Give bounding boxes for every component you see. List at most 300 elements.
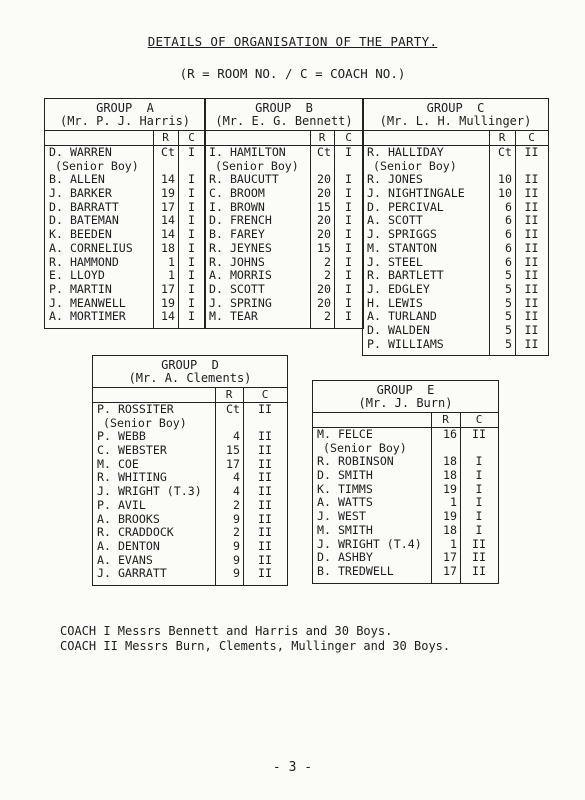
group-b-table	[204, 98, 364, 329]
member-name: D. SCOTT	[209, 281, 265, 296]
room-number: 6	[505, 199, 512, 214]
member-name: (Senior Boy)	[215, 158, 299, 173]
member-row	[205, 310, 363, 324]
group-leader: (Mr. A. Clements)	[128, 371, 252, 385]
member-name: M. COE	[97, 456, 139, 471]
member-name: (Senior Boy)	[323, 440, 407, 455]
member-name: M. SMITH	[317, 522, 373, 537]
member-list	[93, 402, 287, 585]
member-name: J. WRIGHT (T.3)	[97, 484, 202, 499]
room-number: 20	[317, 281, 331, 296]
column-header-row	[205, 130, 363, 145]
member-name: P. WILLIAMS	[367, 336, 444, 351]
member-row	[363, 297, 548, 311]
coach-number: I	[188, 281, 195, 296]
member-row	[93, 499, 287, 513]
member-row	[363, 214, 548, 228]
member-row	[205, 214, 363, 228]
member-row	[45, 228, 205, 242]
room-number: 14	[161, 227, 175, 242]
coach-summary	[60, 624, 450, 654]
member-row	[205, 160, 363, 174]
member-row	[93, 430, 287, 444]
member-list	[363, 145, 548, 355]
member-name: R. HAMMOND	[49, 254, 119, 269]
room-number: 17	[443, 563, 457, 578]
list-padding	[205, 324, 363, 328]
member-row	[93, 403, 287, 417]
coach-number: II	[472, 563, 486, 578]
coach-number: I	[188, 186, 195, 201]
room-number: 19	[161, 186, 175, 201]
coach-number: II	[472, 536, 486, 551]
member-row	[363, 324, 548, 338]
member-row	[313, 483, 498, 497]
member-row	[313, 510, 498, 524]
member-name: C. WEBSTER	[97, 443, 167, 458]
coach-number: II	[258, 429, 272, 444]
member-name: A. DENTON	[97, 538, 160, 553]
member-row	[313, 442, 498, 456]
coach-number: II	[524, 240, 539, 255]
member-row	[313, 455, 498, 469]
page-number: - 3 -	[272, 760, 313, 775]
coach-number: I	[345, 145, 352, 159]
member-name: M. STANTON	[367, 240, 437, 255]
coach-number: II	[258, 538, 272, 553]
room-column-label: R	[162, 131, 169, 144]
member-name: K. TIMMS	[317, 481, 373, 496]
member-row	[45, 269, 205, 283]
list-padding	[93, 581, 287, 585]
member-row	[45, 297, 205, 311]
page-title: DETAILS OF ORGANISATION OF THE PARTY.	[147, 34, 438, 49]
coach-number: I	[188, 227, 195, 242]
coach-number: II	[524, 186, 539, 201]
room-number: 10	[498, 172, 512, 187]
group-title: GROUP B	[255, 101, 313, 115]
room-number: 6	[505, 227, 512, 242]
member-name: A. TURLAND	[367, 309, 437, 324]
room-number: 20	[317, 186, 331, 201]
room-number: 4	[233, 484, 240, 499]
coach-number: I	[188, 295, 195, 310]
member-row	[93, 526, 287, 540]
coach-number: II	[258, 511, 272, 526]
coach-column-label: C	[475, 413, 483, 426]
coach-number: II	[472, 550, 486, 565]
room-number: 17	[443, 550, 457, 565]
member-list	[45, 145, 205, 328]
member-row	[205, 256, 363, 270]
coach-number: I	[475, 522, 483, 537]
member-name: J. GARRATT	[97, 566, 167, 581]
member-name: P. AVIL	[97, 497, 146, 512]
room-number: 5	[505, 336, 512, 351]
member-name: R. WHITING	[97, 470, 167, 485]
room-number: 1	[168, 268, 175, 283]
room-number: 15	[317, 199, 331, 214]
room-number: 5	[505, 322, 512, 337]
coach-number: I	[345, 254, 352, 269]
room-number: 15	[226, 443, 240, 458]
member-name: (Senior Boy)	[103, 415, 187, 430]
coach-number: I	[345, 186, 352, 201]
coach-number: II	[258, 552, 272, 567]
room-number: 17	[226, 456, 240, 471]
coach-number: I	[188, 172, 195, 187]
coach-2-line: COACH II Messrs Burn, Clements, Mullinger and 30 Boys.	[60, 639, 451, 653]
member-row	[363, 173, 548, 187]
room-number: 2	[233, 525, 240, 540]
member-row	[363, 256, 548, 270]
member-name: P. ROSSITER	[97, 402, 174, 416]
member-row	[205, 297, 363, 311]
member-row	[205, 173, 363, 187]
member-row	[363, 242, 548, 256]
coach-number: I	[345, 295, 352, 310]
member-row	[93, 567, 287, 581]
coach-number: II	[524, 268, 539, 283]
member-name: J. WEST	[317, 509, 366, 524]
member-row	[313, 551, 498, 565]
coach-number: I	[345, 268, 352, 283]
coach-number: II	[524, 213, 539, 228]
coach-number: II	[258, 525, 272, 540]
member-row	[205, 187, 363, 201]
room-number: 14	[161, 309, 175, 324]
member-name: P. WEBB	[97, 429, 146, 444]
member-name: M. TEAR	[209, 309, 258, 324]
member-row	[363, 187, 548, 201]
group-header	[363, 99, 548, 130]
room-number: 14	[161, 213, 175, 228]
room-number: 2	[324, 268, 331, 283]
room-number: 9	[233, 538, 240, 553]
list-padding	[363, 351, 548, 355]
coach-number: II	[524, 254, 539, 269]
member-row	[205, 201, 363, 215]
coach-number: I	[475, 468, 483, 483]
coach-number: II	[524, 309, 539, 324]
member-row	[205, 228, 363, 242]
member-name: B. TREDWELL	[317, 563, 394, 578]
room-number: 4	[233, 429, 240, 444]
room-column-label: R	[225, 388, 233, 401]
member-name: A. SCOTT	[367, 213, 423, 228]
member-name: R. JOHNS	[209, 254, 265, 269]
room-number: 6	[505, 240, 512, 255]
coach-number: I	[188, 199, 195, 214]
member-row	[45, 283, 205, 297]
column-header-row	[363, 130, 548, 145]
member-name: R. CRADDOCK	[97, 525, 174, 540]
room-number: 15	[317, 240, 331, 255]
member-name: D. SMITH	[317, 468, 373, 483]
member-name: J. WRIGHT (T.4)	[317, 536, 422, 551]
room-number: 10	[498, 186, 512, 201]
room-number: 9	[233, 552, 240, 567]
coach-number: I	[475, 454, 483, 469]
member-row	[93, 513, 287, 527]
room-number: Ct	[161, 145, 175, 159]
member-name: J. SPRING	[209, 295, 272, 310]
room-number: 2	[324, 254, 331, 269]
room-number: 20	[317, 227, 331, 242]
member-row	[205, 283, 363, 297]
room-column-label: R	[498, 131, 506, 144]
group-title: GROUP C	[426, 101, 485, 115]
coach-number: II	[258, 497, 272, 512]
coach-column-label: C	[261, 388, 269, 401]
room-number: 1	[450, 495, 457, 510]
coach-number: I	[188, 240, 195, 255]
member-row	[45, 256, 205, 270]
room-number: 18	[443, 468, 457, 483]
room-number: Ct	[226, 402, 240, 416]
coach-number: I	[475, 509, 483, 524]
member-row	[363, 283, 548, 297]
member-name: R. JEYNES	[209, 240, 272, 255]
coach-1-line: COACH I Messrs Bennett and Harris and 30 Boys.	[60, 624, 393, 638]
coach-number: I	[188, 145, 195, 159]
member-name: J. SPRIGGS	[367, 227, 437, 242]
room-number: 18	[443, 522, 457, 537]
group-a-table	[44, 98, 206, 329]
room-number: 6	[505, 254, 512, 269]
group-leader: (Mr. L. H. Mullinger)	[379, 114, 532, 128]
coach-column-label: C	[345, 131, 352, 144]
coach-number: I	[475, 481, 483, 496]
coach-number: II	[258, 566, 272, 581]
room-number: 18	[443, 454, 457, 469]
member-name: (Senior Boy)	[373, 158, 457, 173]
column-header-row	[313, 412, 498, 427]
member-name: D. FRENCH	[209, 213, 272, 228]
room-column-label: R	[442, 413, 449, 426]
member-name: R. BARTLETT	[367, 268, 444, 283]
coach-number: II	[258, 402, 272, 416]
member-row	[93, 554, 287, 568]
coach-number: II	[258, 456, 272, 471]
member-name: J. EDGLEY	[367, 281, 430, 296]
coach-number: II	[524, 322, 539, 337]
member-row	[363, 146, 548, 160]
member-row	[93, 471, 287, 485]
group-c-table	[362, 98, 549, 356]
member-row	[313, 469, 498, 483]
member-name: M. FELCE	[317, 427, 373, 441]
coach-number: II	[524, 172, 539, 187]
room-number: 16	[443, 427, 457, 441]
coach-number: II	[524, 145, 539, 159]
coach-number: I	[345, 227, 352, 242]
group-header	[205, 99, 363, 130]
member-name: D. WARREN	[49, 145, 112, 159]
member-row	[313, 524, 498, 538]
coach-number: I	[188, 309, 195, 324]
member-name: D. PERCIVAL	[367, 199, 444, 214]
member-name: (Senior Boy)	[55, 158, 139, 173]
coach-number: I	[188, 213, 195, 228]
group-title: GROUP A	[96, 101, 154, 115]
member-list	[313, 427, 498, 583]
member-name: A. MORRIS	[209, 268, 272, 283]
group-d-table	[92, 355, 288, 586]
member-row	[363, 160, 548, 174]
member-name: B. ALLEN	[49, 172, 105, 187]
member-name: I. HAMILTON	[209, 145, 286, 159]
coach-number: I	[188, 268, 195, 283]
list-padding	[313, 579, 498, 583]
member-row	[93, 444, 287, 458]
coach-number: II	[524, 199, 539, 214]
group-header	[93, 356, 287, 387]
member-name: C. BROOM	[209, 186, 265, 201]
legend: (R = ROOM NO. / C = COACH NO.)	[179, 66, 406, 81]
room-number: 18	[161, 240, 175, 255]
member-row	[205, 242, 363, 256]
group-e-table	[312, 380, 499, 584]
room-number: 19	[161, 295, 175, 310]
member-name: J. MEANWELL	[49, 295, 126, 310]
member-row	[205, 146, 363, 160]
member-name: A. MORTIMER	[49, 309, 126, 324]
member-row	[45, 214, 205, 228]
member-name: R. HALLIDAY	[367, 145, 444, 159]
coach-number: II	[524, 281, 539, 296]
member-row	[363, 201, 548, 215]
coach-column-label: C	[528, 131, 535, 144]
member-name: R. BAUCUTT	[209, 172, 279, 187]
room-number: 4	[233, 470, 240, 485]
member-name: D. ASHBY	[317, 550, 373, 565]
room-number: 5	[505, 295, 512, 310]
member-name: A. WATTS	[317, 495, 373, 510]
member-name: D. BATEMAN	[49, 213, 119, 228]
coach-number: II	[524, 336, 539, 351]
room-number: 5	[505, 268, 512, 283]
room-number: Ct	[317, 145, 331, 159]
room-number: 14	[161, 172, 175, 187]
member-name: J. BARKER	[49, 186, 112, 201]
member-name: A. BROOKS	[97, 511, 160, 526]
member-row	[363, 228, 548, 242]
coach-number: I	[475, 495, 483, 510]
room-number: 1	[450, 536, 457, 551]
member-row	[93, 485, 287, 499]
room-number: 2	[233, 497, 240, 512]
member-row	[45, 173, 205, 187]
member-name: I. BROWN	[209, 199, 265, 214]
member-name: J. STEEL	[367, 254, 423, 269]
room-number: 5	[505, 309, 512, 324]
coach-number: I	[188, 254, 195, 269]
member-row	[313, 428, 498, 442]
coach-number: I	[345, 240, 352, 255]
member-row	[313, 496, 498, 510]
group-header	[313, 381, 498, 412]
room-number: 1	[168, 254, 175, 269]
member-name: K. BEEDEN	[49, 227, 112, 242]
coach-number: I	[345, 172, 352, 187]
room-number: Ct	[498, 145, 512, 159]
room-number: 17	[161, 281, 175, 296]
coach-number: I	[345, 199, 352, 214]
group-leader: (Mr. P. J. Harris)	[59, 114, 191, 128]
member-name: R. JONES	[367, 172, 423, 187]
coach-number: II	[472, 427, 486, 441]
room-number: 9	[233, 566, 240, 581]
room-number: 20	[317, 295, 331, 310]
room-number: 9	[233, 511, 240, 526]
coach-number: I	[345, 213, 352, 228]
column-header-row	[93, 387, 287, 402]
member-row	[45, 201, 205, 215]
member-row	[93, 540, 287, 554]
room-number: 19	[443, 509, 457, 524]
room-column-label: R	[318, 131, 326, 144]
member-name: P. MARTIN	[49, 281, 112, 296]
room-number: 20	[317, 172, 331, 187]
coach-number: I	[345, 281, 352, 296]
member-row	[45, 242, 205, 256]
coach-column-label: C	[188, 131, 195, 144]
group-title: GROUP E	[376, 383, 435, 397]
member-row	[363, 338, 548, 352]
member-name: E. LLOYD	[49, 268, 105, 283]
member-name: R. ROBINSON	[317, 454, 394, 469]
room-number: 2	[324, 309, 331, 324]
coach-number: II	[258, 484, 272, 499]
member-row	[45, 310, 205, 324]
room-number: 19	[443, 481, 457, 496]
member-row	[363, 310, 548, 324]
member-row	[313, 538, 498, 552]
member-name: B. FAREY	[209, 227, 265, 242]
member-row	[93, 417, 287, 431]
member-row	[93, 458, 287, 472]
member-row	[363, 269, 548, 283]
group-title: GROUP D	[161, 358, 219, 372]
member-row	[45, 146, 205, 160]
member-name: J. NIGHTINGALE	[367, 186, 465, 201]
member-name: D. BARRATT	[49, 199, 119, 214]
group-header	[45, 99, 205, 130]
room-number: 6	[505, 213, 512, 228]
member-list	[205, 145, 363, 328]
member-name: H. LEWIS	[367, 295, 423, 310]
member-name: A. EVANS	[97, 552, 153, 567]
room-number: 17	[161, 199, 175, 214]
coach-number: II	[258, 470, 272, 485]
coach-number: II	[258, 443, 272, 458]
member-row	[313, 565, 498, 579]
group-leader: (Mr. E. G. Bennett)	[215, 114, 353, 128]
coach-number: II	[524, 227, 539, 242]
room-number: 5	[505, 281, 512, 296]
member-row	[205, 269, 363, 283]
group-leader: (Mr. J. Burn)	[358, 396, 453, 410]
room-number: 20	[317, 213, 331, 228]
coach-number: II	[524, 295, 539, 310]
list-padding	[45, 324, 205, 328]
column-header-row	[45, 130, 205, 145]
member-name: A. CORNELIUS	[49, 240, 133, 255]
member-row	[45, 160, 205, 174]
member-row	[45, 187, 205, 201]
member-name: D. WALDEN	[367, 322, 430, 337]
